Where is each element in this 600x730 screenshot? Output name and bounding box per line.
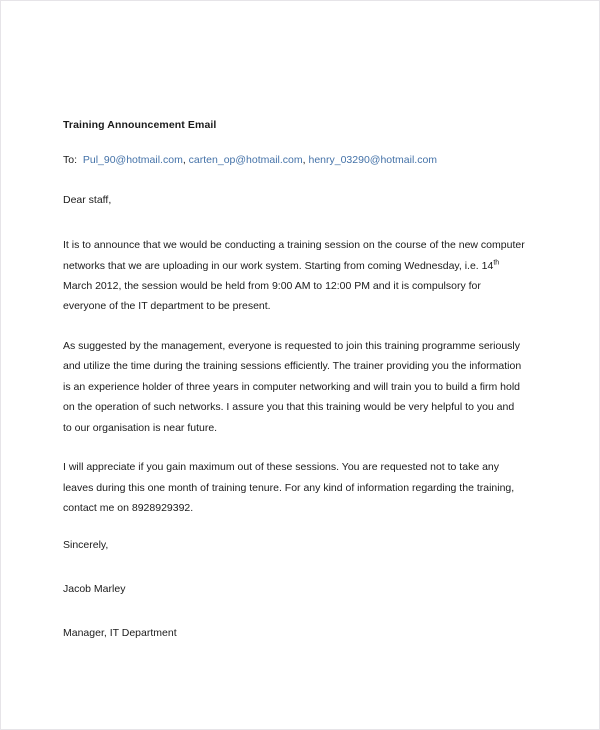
- body-paragraph-1: [63, 235, 525, 317]
- closing-block: [63, 538, 525, 642]
- paragraph-1-text-before-date: It is to announce that we would be conducting a training session on the course of the new computer networks that we are uploading in our work system. Starting from coming Wednesday, i.e. 14: [63, 239, 525, 272]
- recipient-separator-2: ,: [302, 153, 309, 166]
- body-paragraph-3: I will appreciate if you gain maximum out of these sessions. You are requested not to take any leaves during this one month of training tenure. For any kind of information regarding the training, contact me on 8928929392.: [63, 461, 515, 515]
- recipient-email-2[interactable]: carten_op@hotmail.com: [188, 153, 303, 166]
- salutation: Dear staff,: [63, 193, 112, 206]
- recipient-separator-1: ,: [182, 153, 189, 166]
- date-ordinal-suffix: th: [493, 259, 500, 267]
- recipients-label: To:: [63, 153, 78, 166]
- page-title: Training Announcement Email: [63, 119, 217, 131]
- valediction: Sincerely,: [63, 538, 109, 551]
- recipient-email-3[interactable]: henry_03290@hotmail.com: [308, 153, 438, 166]
- recipients-line: [63, 153, 525, 168]
- sender-name: Jacob Marley: [63, 582, 126, 595]
- email-document-body: [63, 119, 525, 641]
- body-paragraph-2: As suggested by the management, everyone is requested to join this training programme seriously and utilize the time during the training sessions efficiently. The trainer providing you the information is an experience holder of three years in computer networking and will train you to build a firm hold on the operation of such networks. I assure you that this training would be very helpful to you and to our organisation is near future.: [63, 339, 522, 434]
- sender-title: Manager, IT Department: [63, 627, 177, 640]
- paragraph-1-text-after-date: March 2012, the session would be held from 9:00 AM to 12:00 PM and it is compulsory for everyone of the IT department to be present.: [63, 280, 481, 313]
- recipient-email-1[interactable]: Pul_90@hotmail.com: [82, 153, 183, 166]
